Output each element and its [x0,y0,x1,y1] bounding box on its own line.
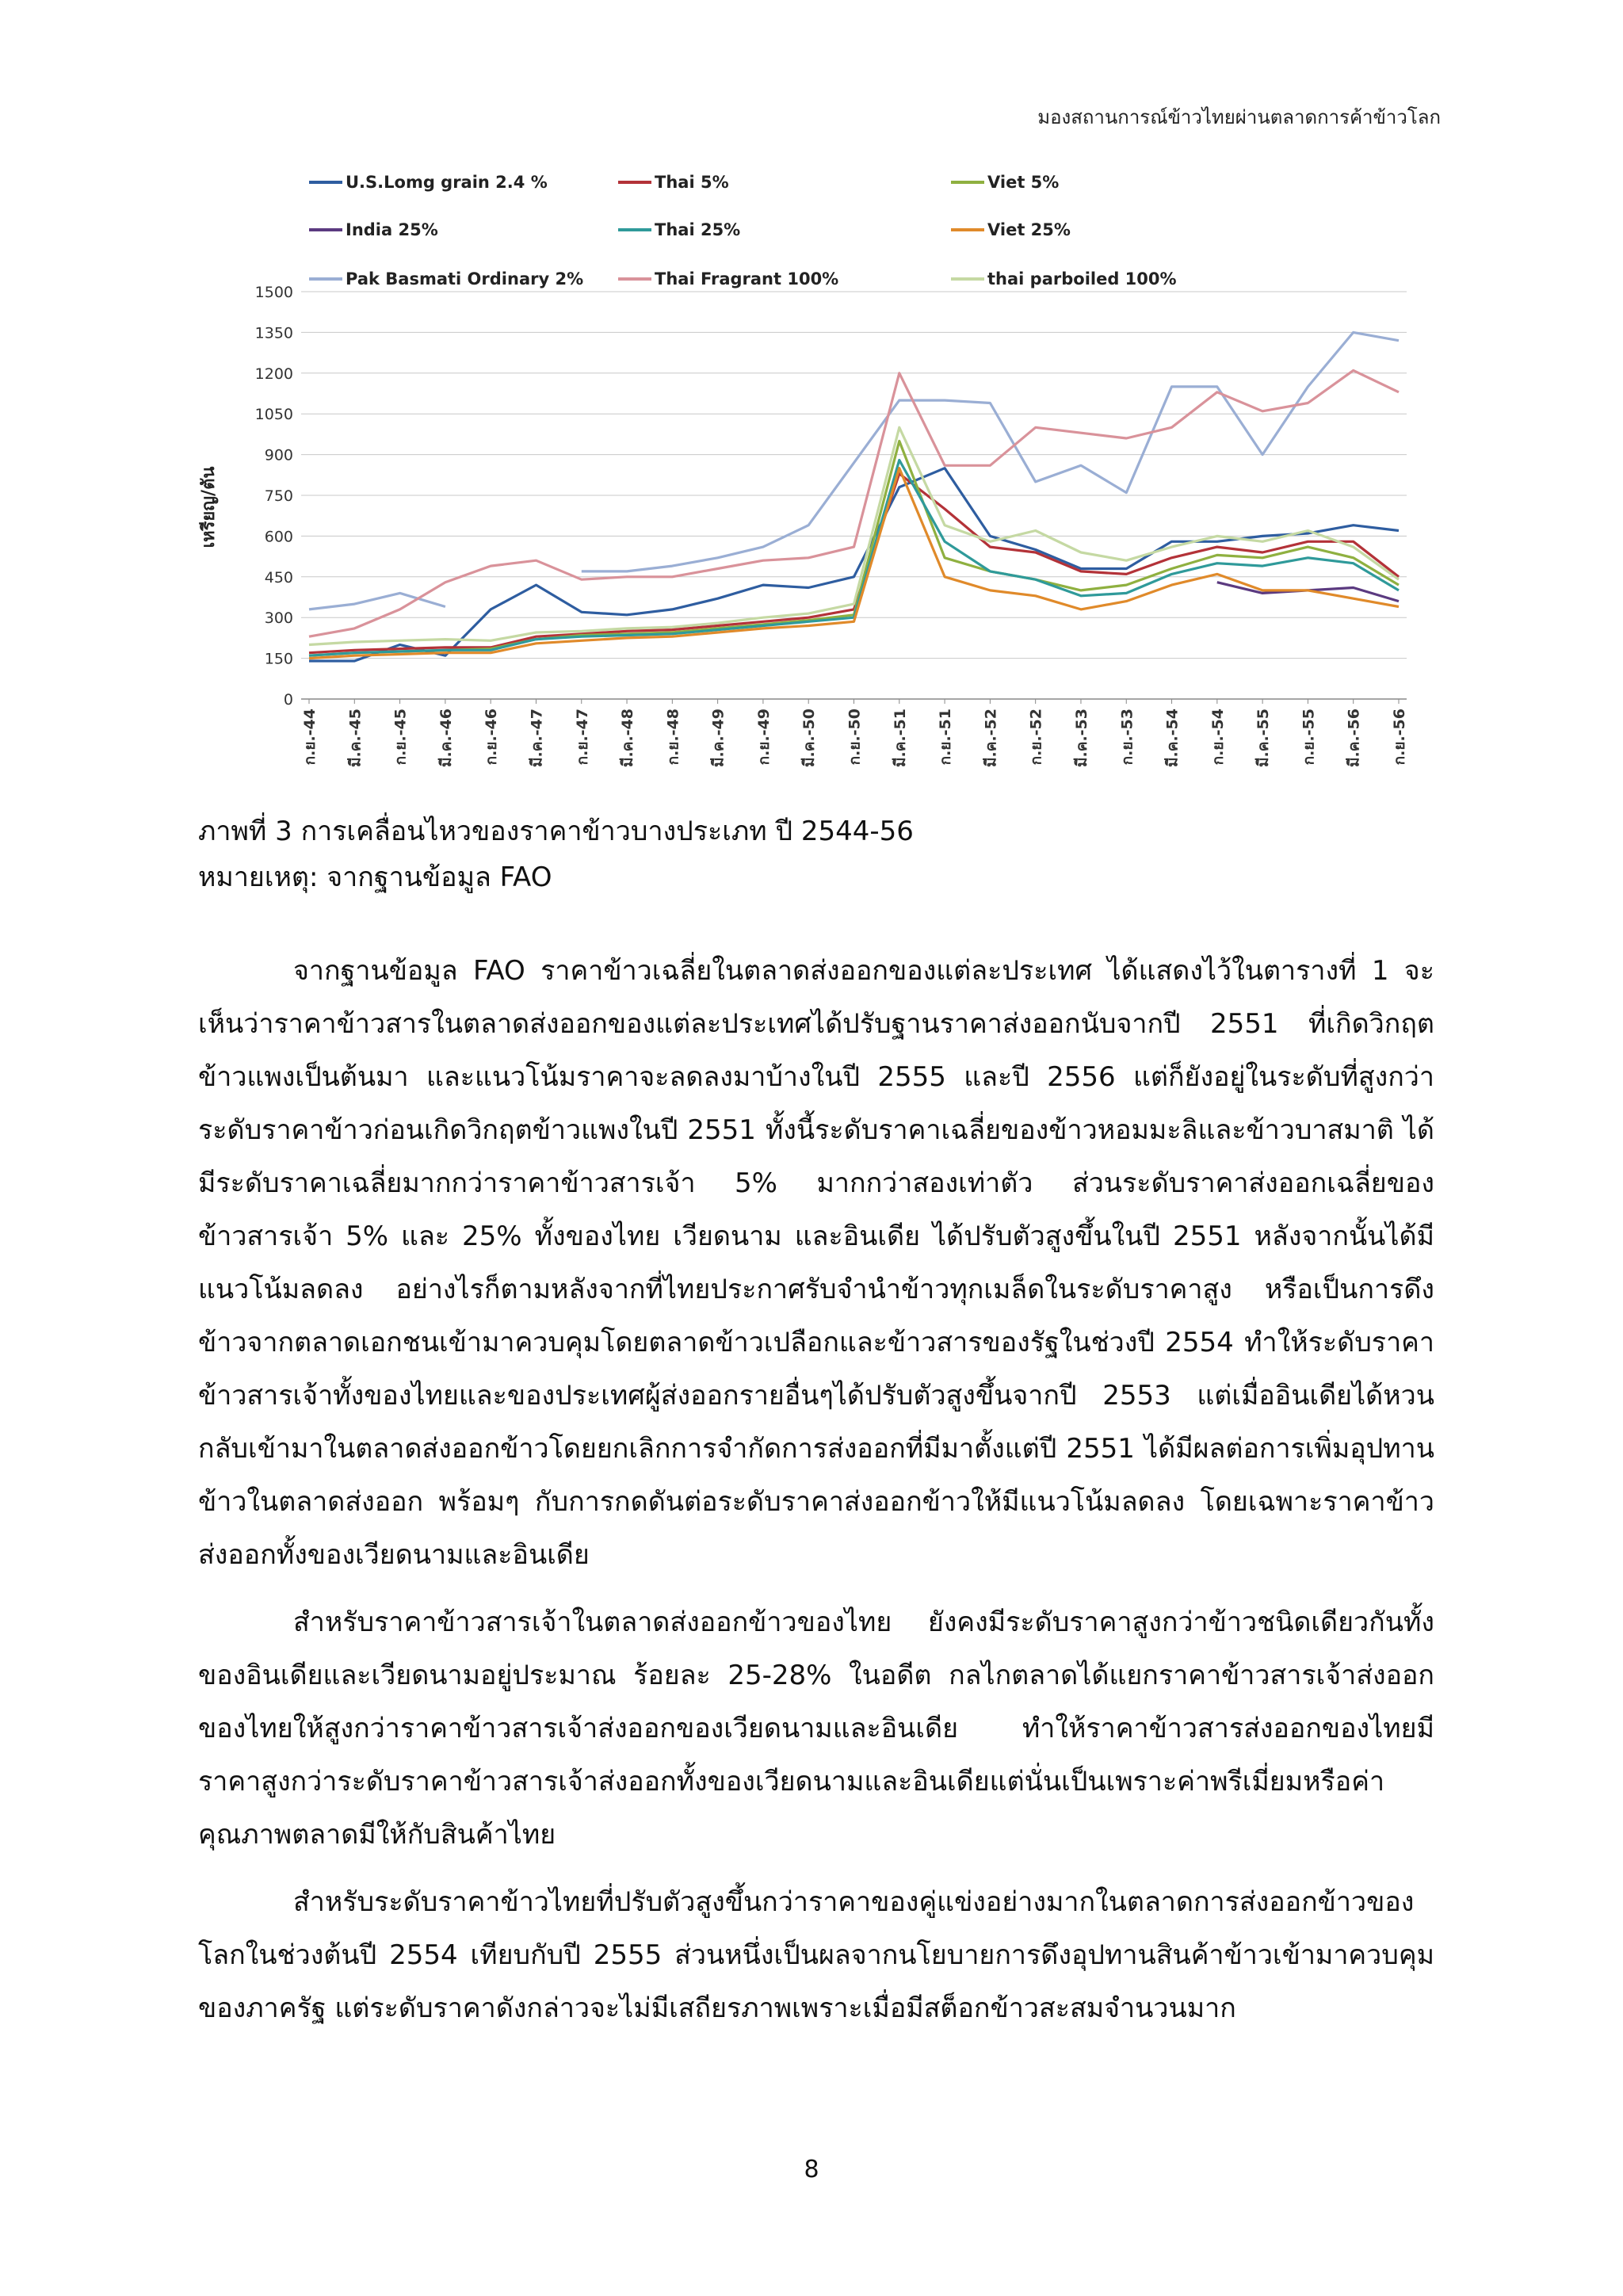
legend-label: India 25% [346,220,438,239]
running-header: มองสถานการณ์ข้าวไทยผ่านตลาดการค้าข้าวโลก [1037,106,1441,128]
x-tick-label: ก.ย.-50 [846,709,864,766]
figure-caption: ภาพที่ 3 การเคลื่อนไหวของราคาข้าวบางประเภท ปี 2544-56 [198,816,914,847]
x-tick-label: ก.ย.-47 [573,709,591,766]
legend-label: thai parboiled 100% [987,269,1177,288]
chart-svg [190,159,1426,785]
figure-source-note: หมายเหตุ: จากฐานข้อมูล FAO [198,861,552,893]
x-tick-label: มี.ค.-50 [800,709,819,767]
x-tick-label: ก.ย.-51 [937,708,955,766]
x-tick-label: มี.ค.-46 [437,709,455,767]
chart-legend [309,173,1177,288]
x-tick-label: มี.ค.-51 [891,709,909,767]
x-tick-label: ก.ย.-44 [301,709,319,766]
price-chart [190,159,1426,785]
legend-label: Thai 5% [655,173,729,192]
chart-series [309,332,1399,661]
paragraph-3: สำหรับระดับราคาข้าวไทยที่ปรับตัวสูงขึ้นกว่าราคาของคู่แข่งอย่างมากในตลาดการส่งออกข้าวของโลกในช่วงต้นปี 2554 เทียบกับปี 2555 ส่วนหนึ่งเป็นผลจากนโยบายการดึงอุปทานสินค้าข้าวเข้ามาควบคุมของภาครัฐ แต่ระดับราคาดังกล่าวจะไม่มีเสถียรภาพเพราะเมื่อมีสต็อกข้าวสะสมจำนวนมาก [198,1886,1434,2024]
legend-label: Viet 25% [987,220,1071,239]
y-tick-label: 1350 [254,324,293,342]
y-tick-label: 1200 [254,365,293,383]
x-tick-label: มี.ค.-54 [1163,709,1182,767]
x-tick-label: มี.ค.-53 [1072,709,1090,767]
legend-label: Thai Fragrant 100% [655,269,839,288]
chart-grid [301,292,1407,699]
y-tick-label: 450 [264,568,293,586]
y-axis-ticks [255,284,293,709]
legend-label: Pak Basmati Ordinary 2% [346,269,584,288]
y-tick-label: 300 [264,609,293,628]
x-tick-label: ก.ย.-45 [391,709,410,766]
x-tick-label: มี.ค.-45 [346,709,365,767]
x-tick-label: มี.ค.-56 [1345,709,1363,767]
page-number: 8 [804,2156,819,2183]
legend-label: Viet 5% [987,173,1060,192]
x-tick-label: ก.ย.-46 [483,709,501,766]
x-tick-label: ก.ย.-48 [664,709,682,766]
x-tick-label: มี.ค.-52 [982,709,1000,767]
figure-caption-block [198,808,1434,900]
x-tick-label: ก.ย.-55 [1300,709,1318,766]
y-tick-label: 1500 [254,284,293,301]
x-tick-label: มี.ค.-48 [619,709,637,767]
x-tick-label: ก.ย.-52 [1027,709,1045,766]
x-axis-ticks [301,699,1408,767]
legend-label: Thai 25% [655,220,741,239]
x-tick-label: ก.ย.-53 [1118,709,1136,766]
series-line-7 [309,370,1399,636]
y-tick-label: 600 [264,528,293,546]
paragraph-1: จากฐานข้อมูล FAO ราคาข้าวเฉลี่ยในตลาดส่งออกของแต่ละประเทศ ได้แสดงไว้ในตารางที่ 1 จะเห็นว่าราคาข้าวสารในตลาดส่งออกของแต่ละประเทศได้ปรับฐานราคาส่งออกนับจากปี 2551 ที่เกิดวิกฤตข้าวแพงเป็นต้นมา และแนวโน้มราคาจะลดลงมาบ้างในปี 2555 และปี 2556 แต่ก็ยังอยู่ในระดับที่สูงกว่าระดับราคาข้าวก่อนเกิดวิกฤตข้าวแพงในปี 2551 ทั้งนี้ระดับราคาเฉลี่ยของข้าวหอมมะลิและข้าวบาสมาติ ได้มีระดับราคาเฉลี่ยมากกว่าราคาข้าวสารเจ้า 5% มากกว่าสองเท่าตัว ส่วนระดับราคาส่งออกเฉลี่ยของข้าวสารเจ้า 5% และ 25% ทั้งของไทย เวียดนาม และอินเดีย ได้ปรับตัวสูงขึ้นในปี 2551 หลังจากนั้นได้มีแนวโน้มลดลง อย่างไรก็ตามหลังจากที่ไทยประกาศรับจำนำข้าวทุกเมล็ดในระดับราคาสูง หรือเป็นการดึงข้าวจากตลาดเอกชนเข้ามาควบคุมโดยตลาดข้าวเปลือกและข้าวสารของรัฐในช่วงปี 2554 ทำให้ระดับราคาข้าวสารเจ้าทั้งของไทยและของประเทศผู้ส่งออกรายอื่นๆได้ปรับตัวสูงขึ้นจากปี 2553 แต่เมื่ออินเดียได้หวนกลับเข้ามาในตลาดส่งออกข้าวโดยยกเลิกการจำกัดการส่งออกที่มีมาตั้งแต่ปี 2551 ได้มีผลต่อการเพิ่มอุปทานข้าวในตลาดส่งออก พร้อมๆ กับการกดดันต่อระดับราคาส่งออกข้าวให้มีแนวโน้มลดลง โดยเฉพาะราคาข้าวส่งออกทั้งของเวียดนามและอินเดีย [198,955,1434,1571]
legend-label: U.S.Lomg grain 2.4 % [346,173,548,192]
y-tick-label: 750 [264,487,293,505]
y-tick-label: 150 [264,650,293,668]
x-tick-label: ก.ย.-56 [1391,709,1408,766]
x-tick-label: มี.ค.-47 [528,709,546,767]
series-line-6 [309,332,1399,609]
x-tick-label: มี.ค.-55 [1254,709,1273,767]
paragraph-2: สำหรับราคาข้าวสารเจ้าในตลาดส่งออกข้าวของไทย ยังคงมีระดับราคาสูงกว่าข้าวชนิดเดียวกันทั้งของอินเดียและเวียดนามอยู่ประมาณ ร้อยละ 25-28% ในอดีต กลไกตลาดได้แยกราคาข้าวสารเจ้าส่งออกของไทยให้สูงกว่าราคาข้าวสารเจ้าส่งออกของเวียดนามและอินเดีย ทำให้ราคาข้าวสารส่งออกของไทยมีราคาสูงกว่าระดับราคาข้าวสารเจ้าส่งออกทั้งของเวียดนามและอินเดียแต่นั่นเป็นเพราะค่าพรีเมี่ยมหรือค่าคุณภาพตลาดมีให้กับสินค้าไทย [198,1606,1434,1851]
y-tick-label: 0 [283,691,293,709]
x-tick-label: มี.ค.-49 [709,709,727,767]
body-text [198,945,1434,2035]
y-axis-label: เหรียญ/ตัน [199,466,219,548]
x-tick-label: ก.ย.-49 [754,709,773,766]
x-tick-label: ก.ย.-54 [1209,709,1227,766]
y-tick-label: 900 [264,446,293,464]
y-tick-label: 1050 [254,406,293,424]
